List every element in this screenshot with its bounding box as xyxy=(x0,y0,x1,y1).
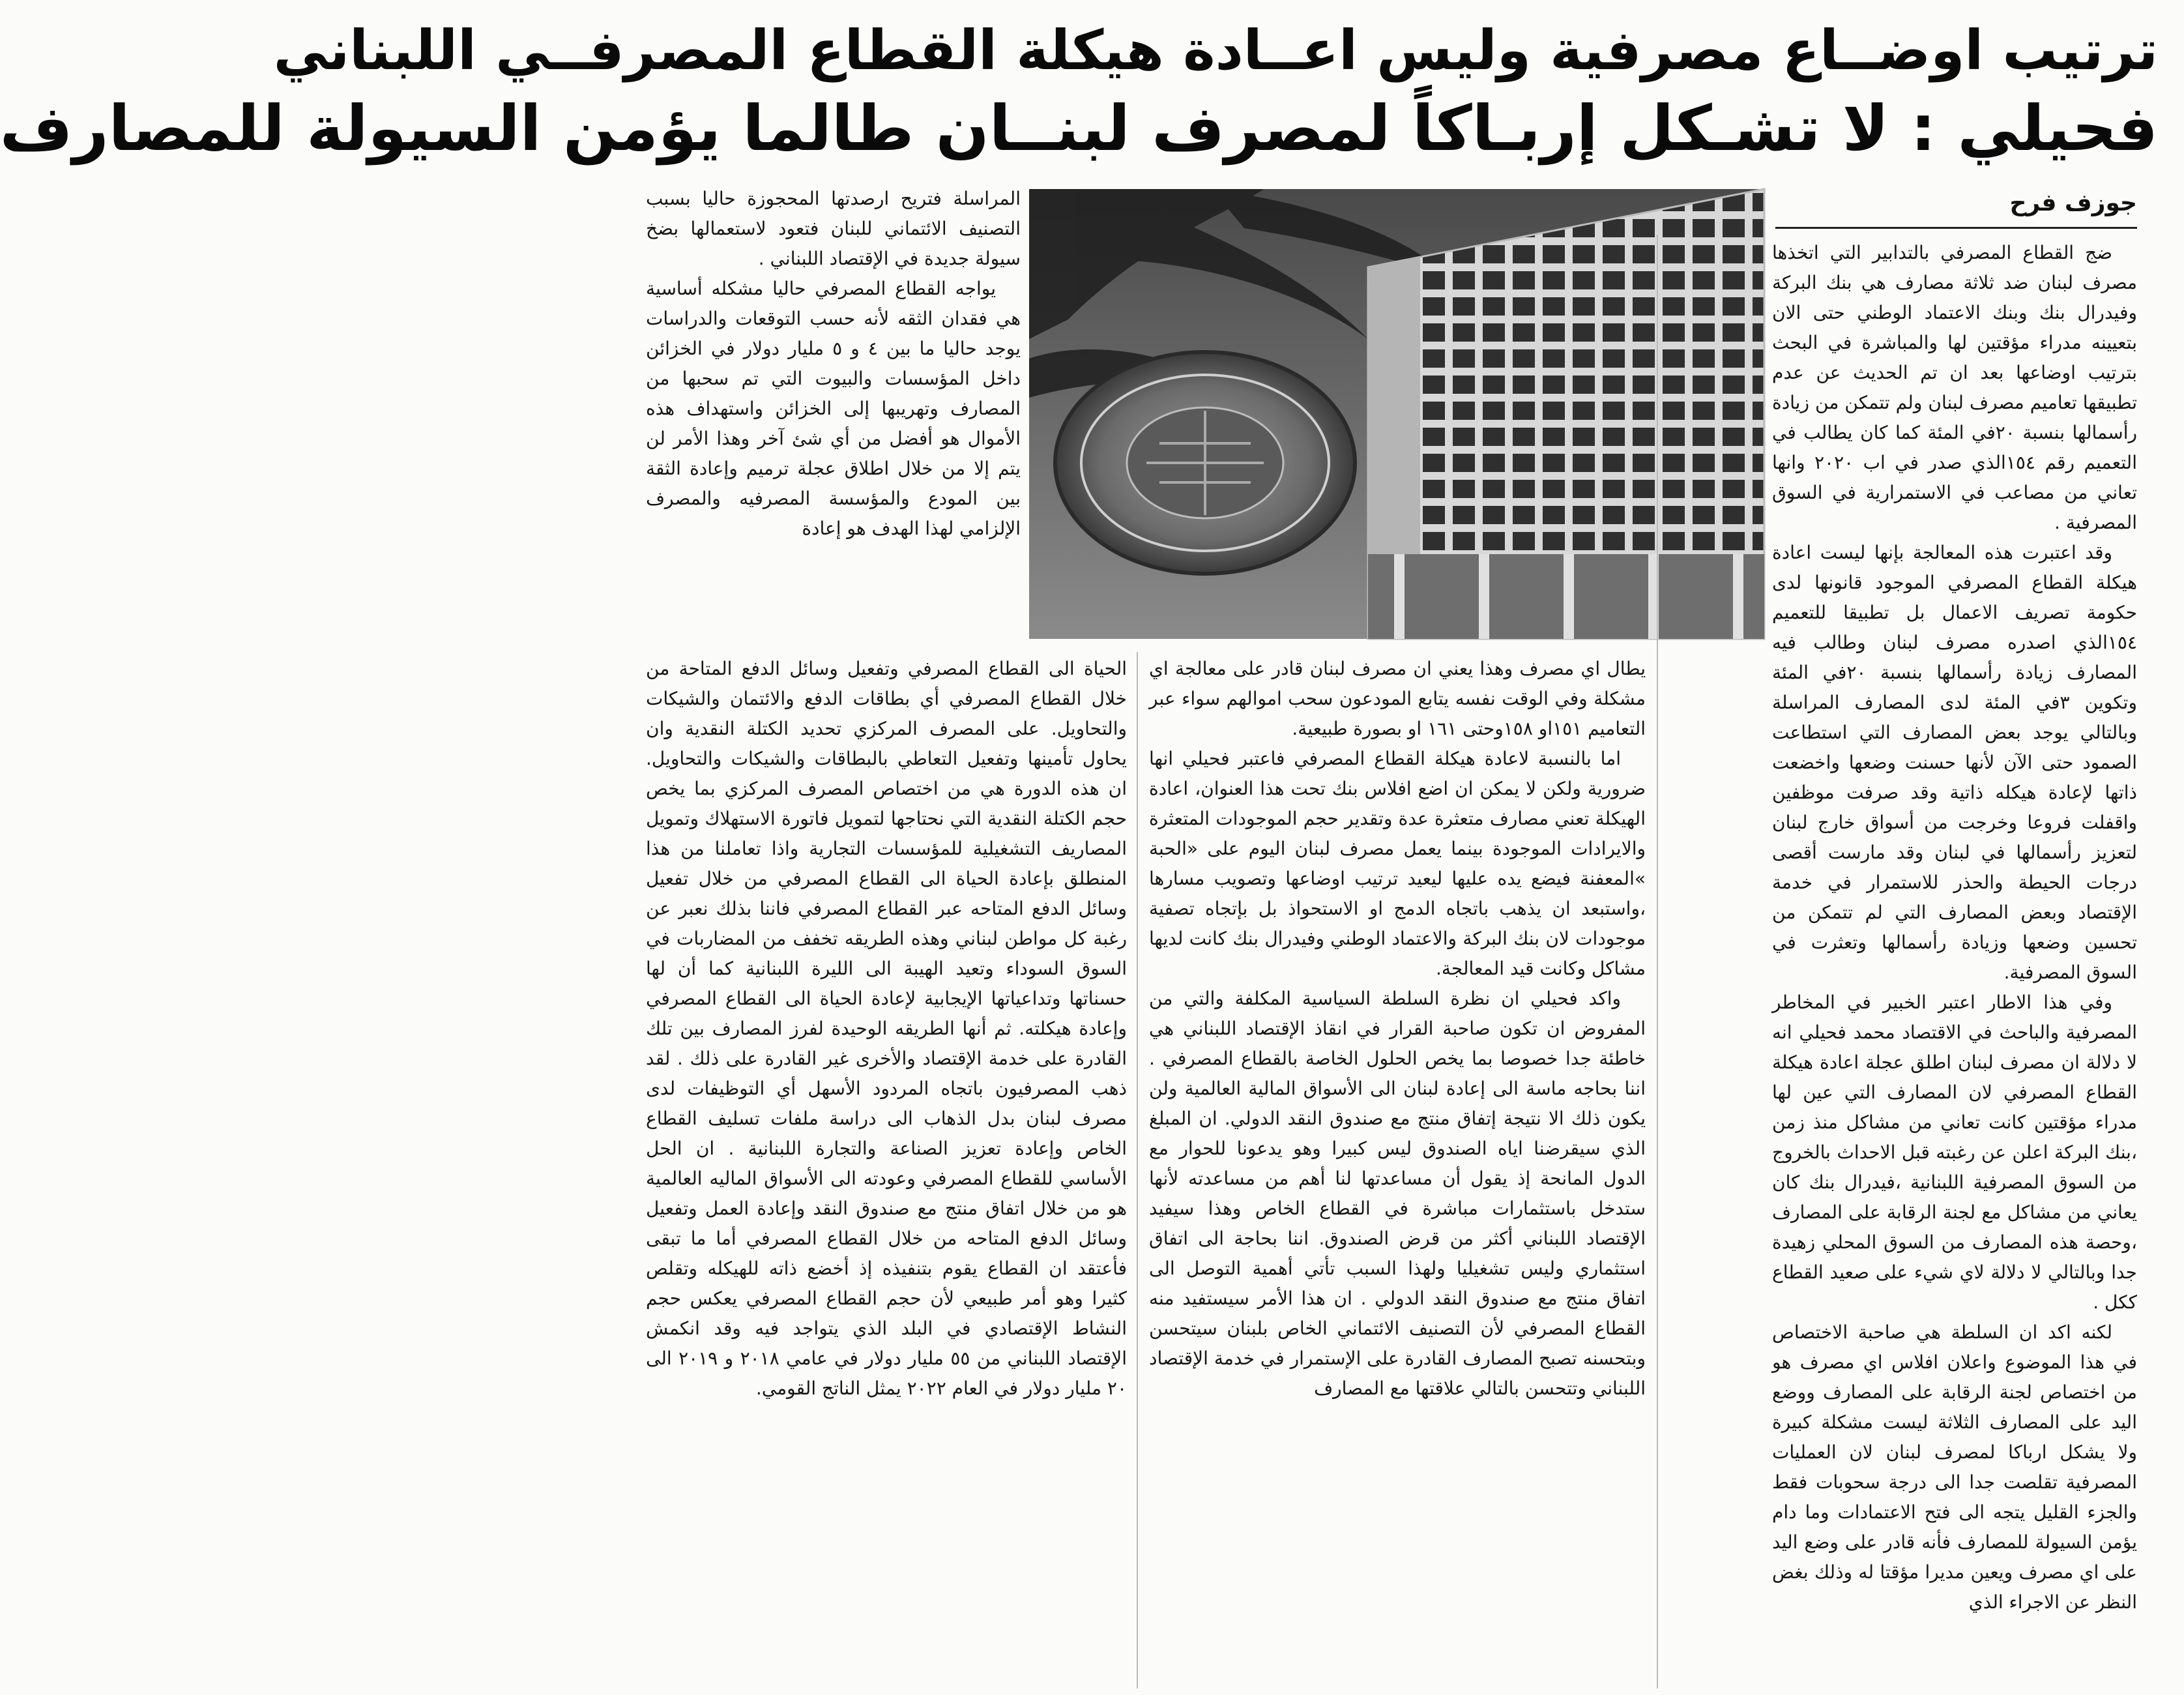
column-left-top xyxy=(646,184,1021,652)
column-middle xyxy=(1149,654,1646,1688)
byline-author: جوزف فرح xyxy=(2009,190,2137,216)
headline-line-2: فحيلي : لا تشـكل إربـاكاً لمصرف لبنــان طالما يؤمن السيولة للمصارف xyxy=(0,92,2158,165)
paragraph: الحياة الى القطاع المصرفي وتفعيل وسائل الدفع المتاحة من خلال القطاع المصرفي أي بطاقات الدفع والائتمان والشيكات والتحاويل. على المصرف المركزي تحديد الكتلة النقدية وان يحاول تأمينها وتفعيل التعاطي بالبطاقات والشيكات والتحاويل. ان هذه الدورة هي من اختصاص المصرف المركزي بما يخص حجم الكتلة النقدية التي نحتاجها لتمويل فاتورة الاستهلاك وتمويل المصاريف التشغيلية للمؤسسات التجارية واذا تعاملنا من هذا المنطلق بإعادة الحياة الى القطاع المصرفي من خلال تفعيل وسائل الدفع المتاحه عبر القطاع المصرفي فاننا بذلك نعبر عن رغبة كل مواطن لبناني وهذه الطريقه تخفف من المضاربات في السوق السوداء وتعيد الهيبة الى الليرة اللبنانية كما أن لها حسناتها وتداعياتها الإيجابية لإعادة الحياة الى القطاع المصرفي وإعادة هيكلته. ثم أنها الطريقه الوحيدة لفرز المصارف بين تلك القادرة على خدمة الإقتصاد والأخرى غير القادرة على ذلك . لقد ذهب المصرفيون باتجاه المردود الأسهل أي التوظيفات لدى مصرف لبنان بدل الذهاب الى دراسة ملفات تسليف القطاع الخاص وإعادة تعزيز الصناعة والتجارة اللبنانية . ان الحل الأساسي للقطاع المصرفي وعودته الى الأسواق الماليه العالمية هو من خلال اتفاق منتج مع صندوق النقد وإعادة العمل وتفعيل وسائل الدفع المتاحه من خلال القطاع المصرفي أما ما تبقى فأعتقد ان القطاع يقوم بتنفيذه إذ أخضع ذاته للهيكله وتقلص كثيرا وهو أمر طبيعي لأن حجم القطاع المصرفي يعكس حجم النشاط الإقتصادي في البلد الذي يتواجد فيه وقد انكمش الإقتصاد اللبناني من ٥٥ مليار دولار في عامي ٢٠١٨ و ٢٠١٩ الى ٢٠ مليار دولار في العام ٢٠٢٢ يمثل الناتج القومي. xyxy=(646,658,1127,1399)
paragraph: ضج القطاع المصرفي بالتدابير التي اتخذها مصرف لبنان ضد ثلاثة مصارف هي بنك البركة وفيدرال بنك وبنك الاعتماد الوطني حتى الان بتعيينه مدراء مؤقتين لها والمباشرة في البحث بترتيب اوضاعها بعد ان تم الحديث عن عدم تطبيقها تعاميم مصرف لبنان ولم تتمكن من زيادة رأسمالها بنسبة ٢٠في المئة كما كان يطالب في التعميم رقم ١٥٤الذي صدر في اب ٢٠٢٠ وانها تعاني من مصاعب في الاستمرارية في السوق المصرفية . xyxy=(1772,242,2137,533)
column-right xyxy=(1772,238,2137,1688)
column-separator xyxy=(1137,652,1138,1688)
column-left-bottom xyxy=(646,654,1127,1688)
paragraph: يطال اي مصرف وهذا يعني ان مصرف لبنان قادر على معالجة اي مشكلة وفي الوقت نفسه يتابع المودعون سحب اموالهم سواء عبر التعاميم ١٥١او ١٥٨وحتى ١٦١ او بصورة طبيعية. xyxy=(1149,658,1646,739)
paragraph: لكنه اكد ان السلطة هي صاحبة الاختصاص في هذا الموضوع واعلان افلاس اي مصرف هو من اختصاص لجنة الرقابة على المصارف ووضع اليد على المصارف الثلاثة ليست مشكلة كبيرة ولا يشكل ارباكا لمصرف لبنان لان العمليات المصرفية تقلصت جدا الى درجة سحوبات فقط والجزء القليل يتجه الى فتح الاعتمادات وما دام يؤمن السيولة للمصارف فأنه قادر على وضع اليد على اي مصرف ويعين مديرا مؤقتا له وذلك بغض النظر عن الاجراء الذي xyxy=(1772,1321,2137,1613)
article-photo xyxy=(1029,189,1764,639)
paragraph: وفي هذا الاطار اعتبر الخبير في المخاطر المصرفية والباحث في الاقتصاد محمد فحيلي انه لا دلالة ان مصرف لبنان اطلق عجلة اعادة هيكلة القطاع المصرفي لان المصارف التي عين لها مدراء مؤقتين كانت تعاني من مشاكل منذ زمن ،بنك البركة اعلن عن رغبته قبل الاحداث بالخروج من السوق المصرفية اللبنانية ،فيدرال بنك كان يعاني من مشاكل مع لجنة الرقابة على المصارف ،وحصة هذه المصارف من السوق المحلي زهيدة جدا وبالتالي لا دلالة لاي شيء على صعيد القطاع ككل . xyxy=(1772,992,2137,1313)
column-separator xyxy=(1657,235,1658,1688)
headline-line-1: ترتيب اوضــاع مصرفية وليس اعــادة هيكلة القطاع المصرفــي اللبناني xyxy=(273,18,2158,82)
byline-rule xyxy=(1775,227,2137,229)
paragraph: اما بالنسبة لاعادة هيكلة القطاع المصرفي فاعتبر فحيلي انها ضرورية ولكن لا يمكن ان اضع افلاس بنك تحت هذا العنوان، اعادة الهيكلة تعني مصارف متعثرة عدة وتقدير حجم الموجودات المتعثرة والايرادات الموجودة بينما يعمل مصرف لبنان اليوم على «الحبة »المعفنة فيضع يده عليها ليعيد ترتيب اوضاعها وتصويب مسارها ،واستبعد ان يذهب باتجاه الدمج او الاستحواذ بل بإتجاه تصفية موجودات لان بنك البركة والاعتماد الوطني وفيدرال بنك كانت لديها مشاكل وكانت قيد المعالجة. xyxy=(1149,748,1646,979)
paragraph: واكد فحيلي ان نظرة السلطة السياسية المكلفة والتي من المفروض ان تكون صاحبة القرار في انقاذ الإقتصاد اللبناني هي خاطئة جدا خصوصا بما يخص الحلول الخاصة بالقطاع المصرفي . اننا بحاجه ماسة الى إعادة لبنان الى الأسواق المالية العالمية ولن يكون ذلك الا نتيجة إتفاق منتج مع صندوق النقد الدولي. ان المبلغ الذي سيقرضنا اياه الصندوق ليس كبيرا وهو يدعونا للحوار مع الدول المانحة إذ يقول أن مساعدتها لنا أهم من مساعدته لأنها ستدخل باستثمارات مباشرة في القطاع الخاص وهذا سيفيد الإقتصاد اللبناني أكثر من قرض الصندوق. اننا بحاجة الى اتفاق استثماري وليس تشغيليا ولهذا السبب تأتي أهمية التوصل الى اتفاق منتج مع صندوق النقد الدولي . ان هذا الأمر سيستفيد منه القطاع المصرفي لأن التصنيف الائتماني الخاص بلبنان سيتحسن وبتحسنه تصبح المصارف القادرة على الإستمرار في خدمة الإقتصاد اللبناني وتتحسن بالتالي علاقتها مع المصارف xyxy=(1149,988,1646,1399)
paragraph: وقد اعتبرت هذه المعالجة بإنها ليست اعادة هيكلة القطاع المصرفي الموجود قانونها لدى حكومة تصريف الاعمال بل تطبيقا للتعميم ١٥٤الذي اصدره مصرف لبنان وطالب فيه المصارف زيادة رأسمالها بنسبة ٢٠في المئة وتكوين ٣في المئة لدى المصارف المراسلة وبالتالي يوجد بعض المصارف التي استطاعت الصمود حتى الآن لأنها حسنت وضعها واخضعت ذاتها لإعادة هيكله ذاتية وقد صرفت موظفين واقفلت فروعا وخرجت من أسواق خارج لبنان لتعزيز رأسمالها في لبنان وقد مارست أقصى درجات الحيطة والحذر للاستمرار في خدمة الإقتصاد وبعض المصارف التي لم تتمكن من تحسين وضعها وزيادة رأسمالها وتعثرت في السوق المصرفية. xyxy=(1772,542,2137,983)
central-bank-seal-icon xyxy=(1055,352,1355,574)
paragraph: يواجه القطاع المصرفي حاليا مشكله أساسية هي فقدان الثقه لأنه حسب التوقعات والدراسات يوجد حاليا ما بين ٤ و ٥ مليار دولار في الخزائن داخل المؤسسات والبيوت التي تم سحبها من المصارف وتهريبها إلى الخزائن واستهداف هذه الأموال هو أفضل من أي شئ آخر وهذا الأمر لن يتم إلا من خلال اطلاق عجلة ترميم وإعادة الثقة بين المودع والمؤسسة المصرفيه والمصرف الإلزامي لهذا الهدف هو إعادة xyxy=(646,278,1021,539)
paragraph: المراسلة فتريح ارصدتها المحجوزة حاليا بسبب التصنيف الائتماني للبنان فتعود لاستعمالها بضخ سيولة جديدة في الإقتصاد اللبناني . xyxy=(646,188,1021,269)
